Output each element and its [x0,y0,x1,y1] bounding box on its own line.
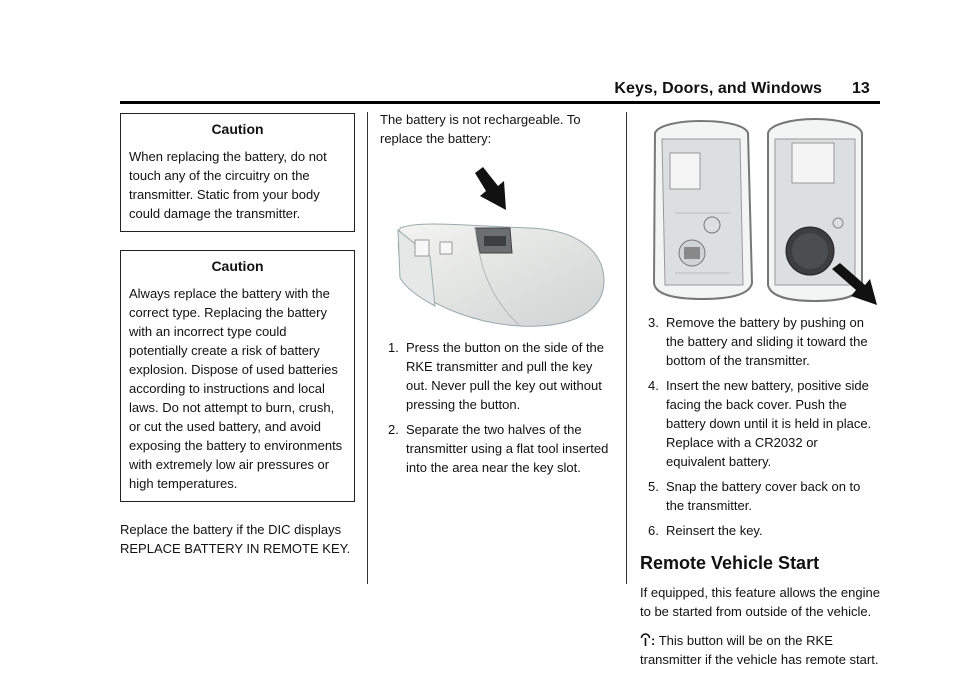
step-number: 4. [648,378,659,393]
key-fob-illustration [380,158,615,338]
dic-paragraph: Replace the battery if the DIC displays REPLACE BATTERY IN REMOTE KEY. [120,522,351,556]
list-item [640,477,880,515]
step-number: 3. [648,315,659,330]
remote-label: : [651,633,656,648]
step-number: 6. [648,523,659,538]
list-item [640,521,880,540]
steps-list-2 [640,313,880,540]
step-number: 2. [388,422,399,437]
steps-list-1 [380,338,615,477]
right-column [640,113,880,679]
left-column [120,113,355,568]
caution-text: Always replace the battery with the correct type. Replacing the battery with an incorrect type could potentially create a risk of battery explosion. Dispose of used batteries according to instructions and local laws. Do not attempt to burn, crush, or cut the used battery, and avoid exposing the battery to environments with extremely low air pressures or high temperatures. [129,286,343,491]
transmitter-front-half [654,121,752,299]
caution-box-battery-type [120,250,355,502]
step-text: Reinsert the key. [666,523,763,538]
column-divider-left [367,112,368,584]
caution-box-circuitry [120,113,355,232]
step-number: 5. [648,479,659,494]
arrow-icon [475,167,506,210]
intro-paragraph: The battery is not rechargeable. To replace the battery: [380,112,581,146]
page-number: 13 [852,80,870,97]
step-text: Separate the two halves of the transmitter using a flat tool inserted into the area near the key slot. [406,422,609,475]
step-text: Snap the battery cover back on to the transmitter. [666,479,861,513]
list-item [640,313,880,370]
open-transmitter-illustration [640,113,880,305]
section-title: Remote Vehicle Start [640,553,820,573]
step-text: Insert the new battery, positive side facing the back cover. Push the battery down until it is held in place. Replace with a CR2032 or equivalent battery. [666,378,872,469]
header-rule [120,101,880,104]
caution-title: Caution [211,258,264,274]
middle-column [380,110,615,483]
section-paragraph: If equipped, this feature allows the engine to be started from outside of the vehicle. [640,585,880,619]
list-item [380,338,615,414]
remote-text: This button will be on the RKE transmitter if the vehicle has remote start. [640,633,879,667]
remote-start-paragraph [640,631,880,669]
list-item [380,420,615,477]
caution-title: Caution [211,121,264,137]
step-text: Press the button on the side of the RKE transmitter and pull the key out. Never pull the key out without pressing the button. [406,340,605,412]
list-item [640,376,880,471]
page-header-title: Keys, Doors, and Windows [614,80,822,97]
step-text: Remove the battery by pushing on the battery and sliding it toward the bottom of the transmitter. [666,315,868,368]
caution-text: When replacing the battery, do not touch any of the circuitry on the transmitter. Static from your body could damage the transmitter. [129,149,327,221]
remote-start-icon [640,633,651,647]
column-divider-right [626,112,627,584]
step-number: 1. [388,340,399,355]
